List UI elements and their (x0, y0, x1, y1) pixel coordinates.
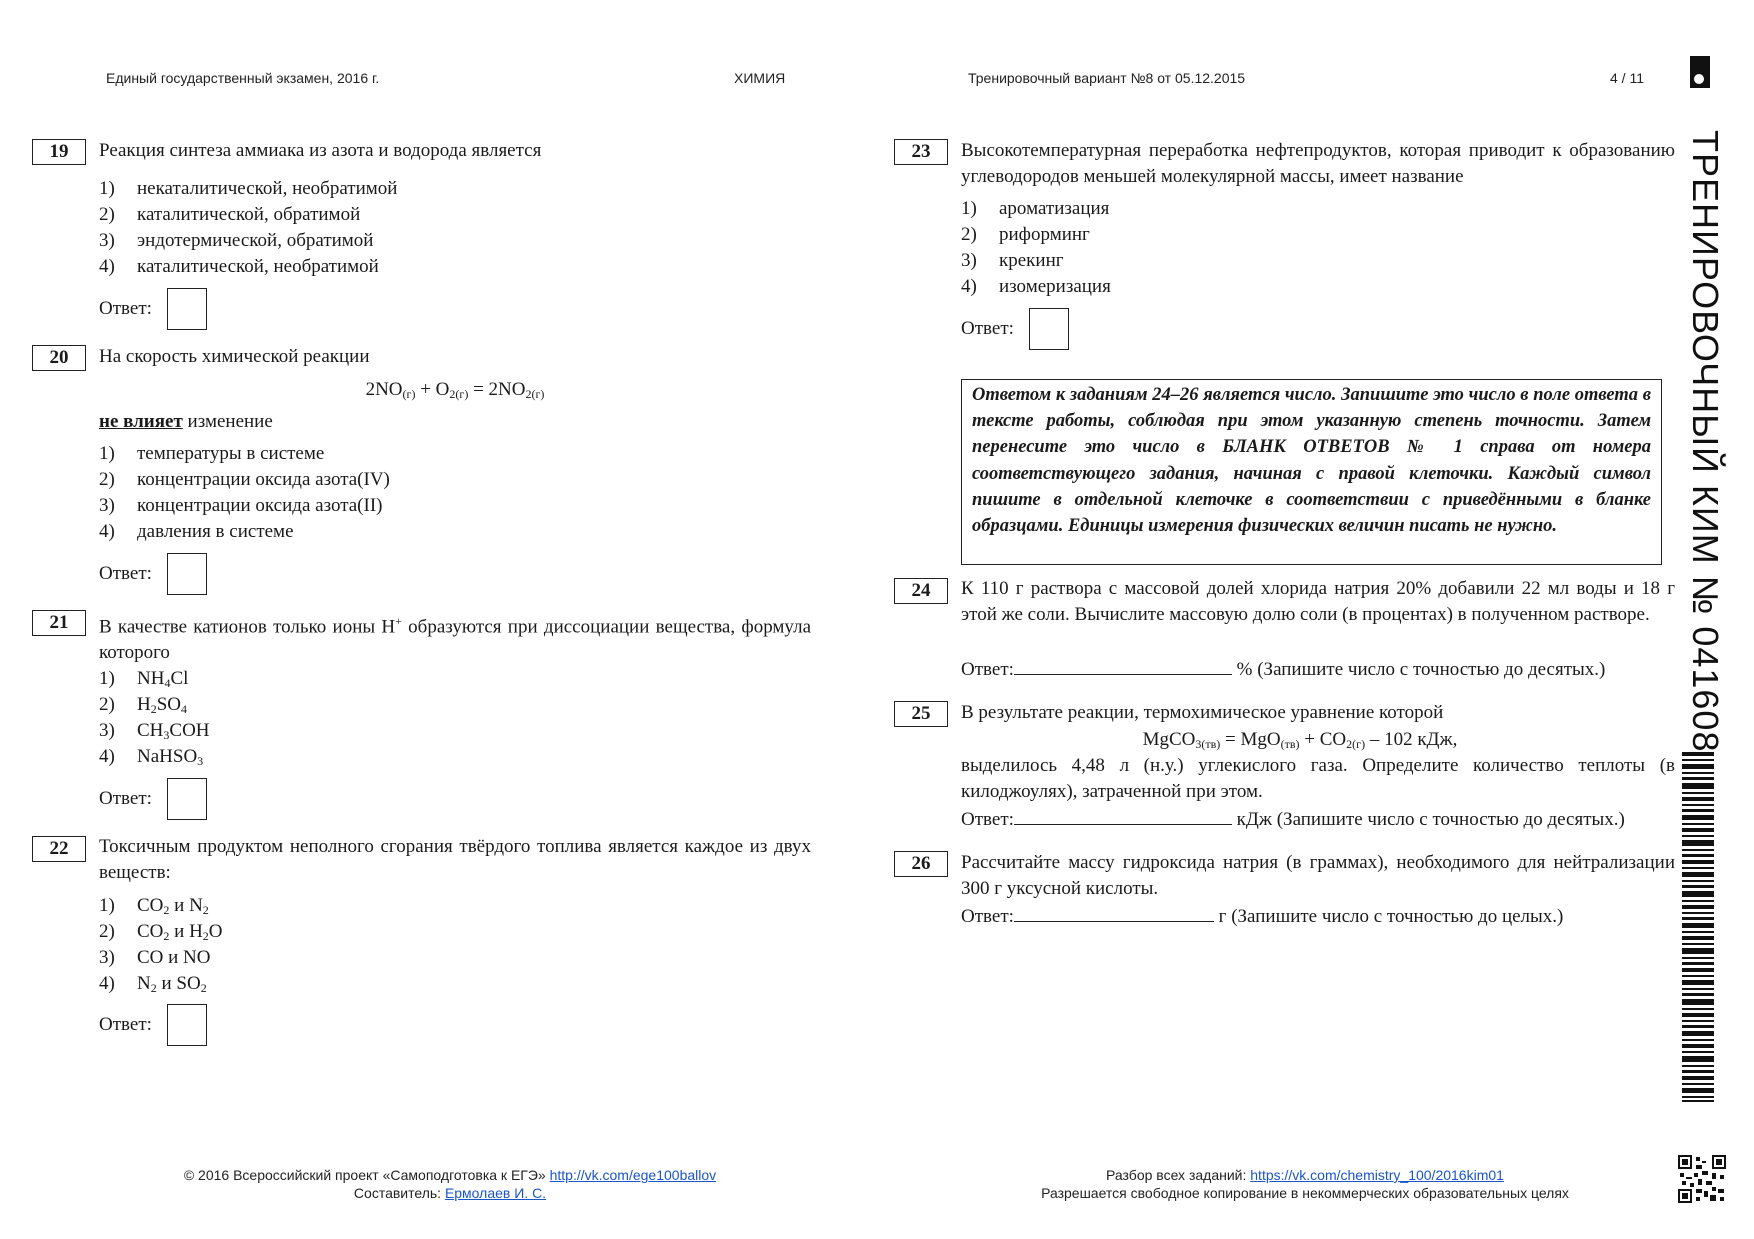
barcode-icon (1682, 752, 1714, 1102)
header-exam-title: Единый государственный экзамен, 2016 г. (106, 70, 380, 86)
q23-answer-label: Ответ: (961, 318, 1014, 339)
q24-text: К 110 г раствора с массовой долей хлорида натрия 20% добавили 22 мл воды и 18 г этой же соли. Вычислите массовую долю соли (в процентах) в полученном растворе. (961, 578, 1675, 625)
task-number-26: 26 (894, 851, 948, 877)
task-number-19: 19 (32, 139, 86, 165)
q21-answer-label: Ответ: (99, 788, 152, 809)
logo-icon (1690, 56, 1710, 88)
q19-option-1[interactable]: 1) некаталитической, необратимой (99, 178, 398, 199)
q25-text: В результате реакции, термохимическое уравнение которой (961, 702, 1444, 723)
q20-text-2: не влияет изменение (99, 411, 273, 432)
q25-equation: MgCO$_{3(тв)}$ = $MgO_{(тв)} + CO_{2(г)} - 102$ кДж, (1142, 729, 1458, 751)
header-page-number: 4 / 11 (1610, 70, 1644, 86)
q24-answer-field[interactable] (1014, 656, 1232, 675)
instruction-box: Ответом к заданиям 24–26 является число. Запишите это число в поле ответа в тексте работы, соблюдая при этом указанную степень точности. Затем перенесите это число в БЛАНК ОТВЕТОВ № 1 справа от номера соответствующего задания, начиная с правой клеточки. Каждый символ пишите в отдельной клеточке в соответствии с приведёнными в бланке образцами. Единицы измерения физических величин писать не нужно. (961, 379, 1662, 565)
q21-option-1[interactable]: 1) $NH_4Cl$ (99, 668, 189, 690)
q20-option-1[interactable]: 1) температуры в системе (99, 443, 325, 464)
q19-option-2[interactable]: 2) каталитической, обратимой (99, 204, 361, 225)
q26-text: Рассчитайте массу гидроксида натрия (в граммах), необходимого для нейтрализации 300 г уксусной кислоты. (961, 852, 1675, 899)
q23-answer-box[interactable] (1029, 308, 1069, 350)
task-number-24: 24 (894, 578, 948, 604)
q22-option-1[interactable]: 1) $CO_2$ и $N_2$ (99, 895, 209, 917)
q19-option-3[interactable]: 3) эндотермической, обратимой (99, 230, 374, 251)
q20-option-3[interactable]: 3) концентрации оксида азота(II) (99, 495, 383, 516)
q22-answer-box[interactable] (167, 1004, 207, 1046)
q19-answer-label: Ответ: (99, 298, 152, 319)
q23-text: Высокотемпературная переработка нефтепродуктов, которая приводит к образованию углеводородов меньшей молекулярной массы, имеет название (961, 140, 1675, 187)
q22-option-3[interactable]: 3) CO и NO (99, 947, 211, 968)
q22-text: Токсичным продуктом неполного сгорания твёрдого топлива является каждое из двух веществ: (99, 836, 811, 883)
task-number-21: 21 (32, 610, 86, 636)
qr-code-icon (1678, 1155, 1726, 1203)
q21-option-2[interactable]: 2) $H_2SO_4$ (99, 694, 188, 716)
q23-option-3[interactable]: 3) крекинг (961, 250, 1064, 271)
q22-answer-label: Ответ: (99, 1014, 152, 1035)
q24-answer-line: Ответ: % (Запишите число с точностью до десятых.) (961, 656, 1605, 683)
footer-link-chemistry[interactable]: https://vk.com/chemistry_100/2016kim01 (1250, 1167, 1504, 1183)
header-variant: Тренировочный вариант №8 от 05.12.2015 (968, 70, 1246, 86)
q19-text: Реакция синтеза аммиака из азота и водорода является (99, 140, 542, 161)
q23-option-1[interactable]: 1) ароматизация (961, 198, 1110, 219)
task-number-22: 22 (32, 836, 86, 862)
q19-option-4[interactable]: 4) каталитической, необратимой (99, 256, 379, 277)
task-number-25: 25 (894, 701, 948, 727)
q20-answer-box[interactable] (167, 553, 207, 595)
q22-option-2[interactable]: 2) $CO_2$ и $H_2O$ (99, 921, 223, 943)
footer-right: Разбор всех заданий: https://vk.com/chemistry_100/2016kim01 Разрешается свободное копирование в некоммерческих образовательных целях (1041, 1167, 1569, 1201)
q20-answer-label: Ответ: (99, 563, 152, 584)
q23-option-4[interactable]: 4) изомеризация (961, 276, 1111, 297)
q25-text-2: выделилось 4,48 л (н.у.) углекислого газа. Определите количество теплоты (в килоджоулях), затраченной при этом. (961, 755, 1675, 802)
header-subject: ХИМИЯ (734, 70, 786, 86)
q26-answer-field[interactable] (1014, 903, 1214, 922)
q21-answer-box[interactable] (167, 778, 207, 820)
q20-text: На скорость химической реакции (99, 346, 370, 367)
q21-option-3[interactable]: 3) $CH_3COH$ (99, 720, 210, 742)
footer-link-vk-ege[interactable]: http://vk.com/ege100ballov (549, 1167, 717, 1183)
q26-answer-line: Ответ: г (Запишите число с точностью до целых.) (961, 903, 1563, 930)
footer-left: © 2016 Всероссийский проект «Самоподготовка к ЕГЭ» http://vk.com/ege100ballov Составитель: Ермолаев И. С. (183, 1167, 717, 1201)
side-label: ТРЕНИРОВОЧНЫЙ КИМ № 041608 (1685, 130, 1726, 753)
task-number-20: 20 (32, 345, 86, 371)
q21-option-4[interactable]: 4) NaHSO$_3$ (99, 746, 204, 768)
q20-equation: $2NO_{(г)} + O_{2(г)} = 2NO_{2(г)}$ (365, 379, 545, 401)
q20-option-2[interactable]: 2) концентрации оксида азота(IV) (99, 469, 390, 490)
task-number-23: 23 (894, 139, 948, 165)
q21-text: В качестве катионов только ионы H+ образуются при диссоциации вещества, формула которого (99, 614, 812, 664)
q25-answer-line: Ответ: кДж (Запишите число с точностью до десятых.) (961, 806, 1625, 833)
q19-answer-box[interactable] (167, 288, 207, 330)
q25-answer-field[interactable] (1014, 806, 1232, 825)
q22-option-4[interactable]: 4) $N_2$ и $SO_2$ (99, 973, 207, 995)
q20-option-4[interactable]: 4) давления в системе (99, 521, 294, 542)
q23-option-2[interactable]: 2) риформинг (961, 224, 1090, 245)
footer-link-author[interactable]: Ермолаев И. С. (444, 1185, 547, 1201)
